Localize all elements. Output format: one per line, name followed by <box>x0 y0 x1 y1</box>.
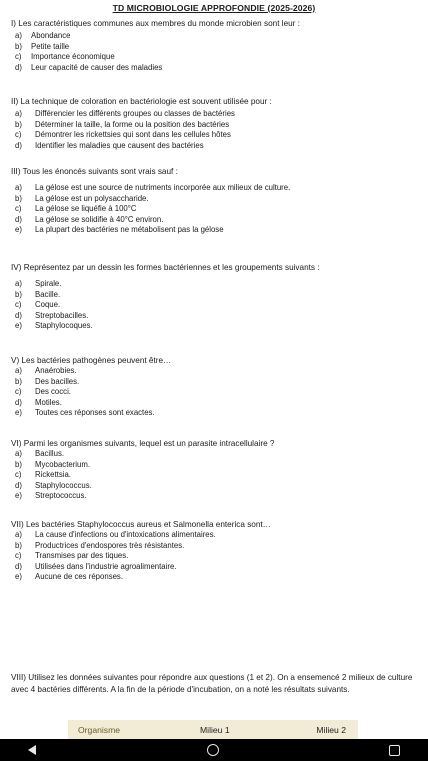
option-a: a) Spirale. <box>15 279 62 288</box>
question-5 <box>11 356 421 419</box>
option-e: e) Toutes ces réponses sont exactes. <box>15 408 155 418</box>
option-d: d) Motiles. <box>15 397 62 407</box>
option-e: e) Streptococcus. <box>15 491 87 501</box>
back-icon[interactable] <box>28 745 36 755</box>
question-4 <box>11 263 421 332</box>
option-e: e) Aucune de ces réponses. <box>15 572 123 582</box>
question-text: VII) Les bactéries Staphylococcus aureus et Salmonella enterica sont… <box>11 520 271 529</box>
option-a: a) Différencier les différents groupes ou classes de bactéries <box>15 109 235 118</box>
question-text: I) Les caractéristiques communes aux membres du monde microbien sont leur : <box>11 19 300 28</box>
question-3 <box>11 167 421 236</box>
option-b: b) Productrices d'endospores très résistantes. <box>15 540 185 550</box>
question-text: IV) Représentez par un dessin les formes bactériennes et les groupements suivants : <box>11 263 320 272</box>
page-title: TD MICROBIOLOGIE APPROFONDIE (2025-2026) <box>112 3 316 13</box>
option-b: b) Petite taille <box>15 41 70 51</box>
option-e: e) La plupart des bactéries ne métabolisent pas la gélose <box>15 225 224 235</box>
question-8-intro: VIII) Utilisez les données suivantes pour répondre aux questions (1 et 2). On a ensemencé 2 milieux de culture avec 4 bactéries différents. A la fin de la période d'incubation, on a noté les résultats suivants. <box>11 673 413 694</box>
system-navigation-bar <box>0 739 428 761</box>
question-text: V) Les bactéries pathogènes peuvent être… <box>11 356 172 365</box>
option-c: c) Transmises par des tiques. <box>15 551 129 561</box>
option-c: c) Importance économique <box>15 52 115 62</box>
option-a: a) Bacillus. <box>15 449 65 458</box>
option-d: d) Identifier les maladies que causent des bactéries <box>15 140 204 150</box>
option-d: d) Streptobacilles. <box>15 310 89 320</box>
option-b: b) La gélose est un polysaccharide. <box>15 193 149 203</box>
option-b: b) Déterminer la taille, la forme ou la position des bactéries <box>15 119 230 129</box>
option-c: c) Des cocci. <box>15 387 71 397</box>
option-d: d) Staphylococcus. <box>15 480 92 490</box>
question-2 <box>11 97 421 151</box>
recent-apps-icon[interactable] <box>389 745 400 756</box>
option-b: b) Des bacilles. <box>15 376 80 386</box>
question-1 <box>11 19 421 73</box>
option-c: c) La gélose se liquéfie à 100°C <box>15 204 137 214</box>
home-icon[interactable] <box>207 744 219 756</box>
option-b: b) Bacille. <box>15 289 61 299</box>
results-table-header <box>68 720 358 739</box>
option-c: c) Démontrer les rickettsies qui sont dans les cellules hôtes <box>15 130 231 140</box>
question-text: III) Tous les énoncés suivants sont vrais sauf : <box>11 167 178 176</box>
option-b: b) Mycobacterium. <box>15 459 91 469</box>
option-a: a) Anaérobies. <box>15 366 77 375</box>
option-a: a) La cause d'infections ou d'intoxications alimentaires. <box>15 530 216 539</box>
question-7 <box>11 520 421 583</box>
option-d: d) Utilisées dans l'industrie agroalimentaire. <box>15 561 177 571</box>
option-a: a) La gélose est une source de nutriments incorporée aux milieux de culture. <box>15 183 291 192</box>
option-e: e) Staphylocoques. <box>15 321 93 331</box>
table-header-organisme: Organisme <box>78 724 121 735</box>
table-header-milieu-2: Milieu 2 <box>316 724 346 735</box>
option-a: a) Abondance <box>15 31 71 40</box>
question-text: VI) Parmi les organismes suivants, lequel est un parasite intracellulaire ? <box>11 439 275 448</box>
option-c: c) Rickettsia. <box>15 470 71 480</box>
table-header-milieu-1: Milieu 1 <box>200 724 230 735</box>
option-c: c) Coque. <box>15 300 61 310</box>
question-6 <box>11 439 421 502</box>
question-text: II) La technique de coloration en bactériologie est souvent utilisée pour : <box>11 97 272 106</box>
option-d: d) La gélose se solidifie à 40°C environ. <box>15 214 164 224</box>
option-d: d) Leur capacité de causer des maladies <box>15 62 163 72</box>
